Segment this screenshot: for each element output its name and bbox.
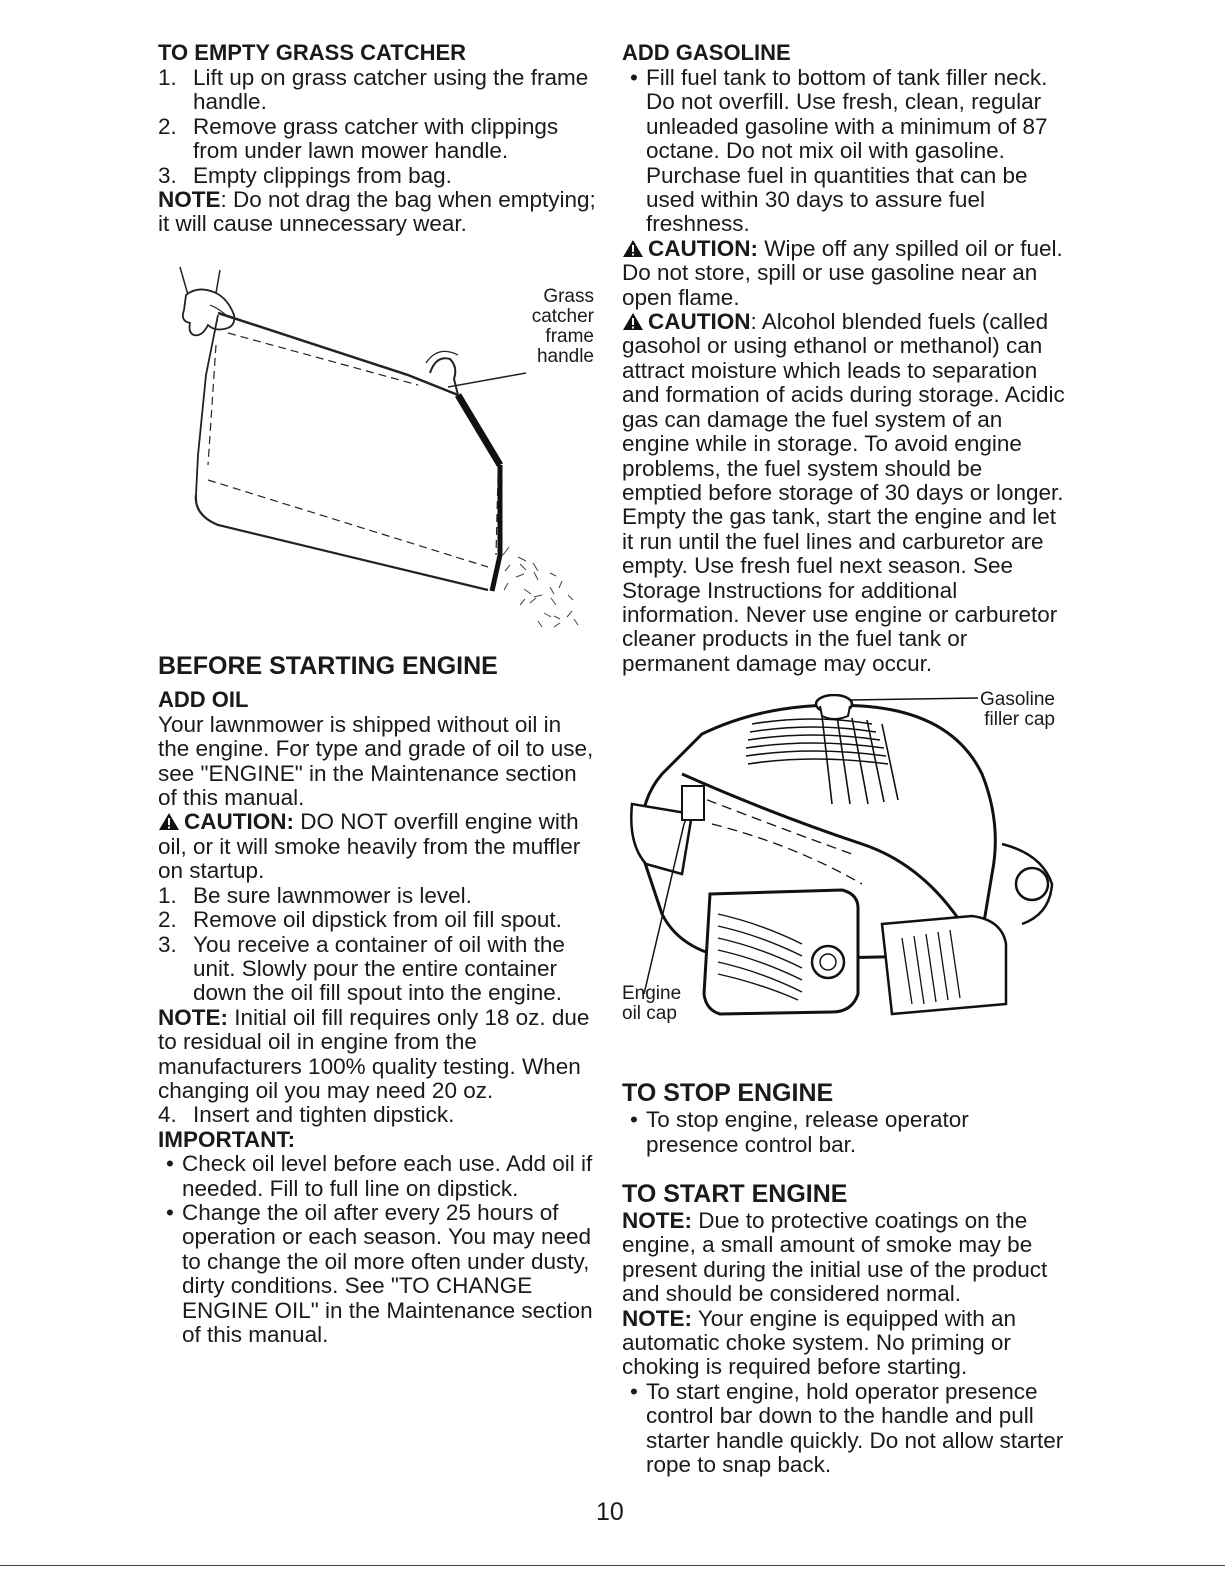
left-column — [158, 40, 598, 1347]
bullet-dot: • — [630, 1107, 638, 1133]
page-number: 10 — [596, 1498, 624, 1526]
callout-line: Grass — [543, 285, 594, 307]
grass-catcher-figure — [158, 255, 598, 645]
list-item — [158, 66, 598, 115]
list-text: Insert and tighten dipstick. — [193, 1102, 455, 1128]
list-item — [158, 933, 598, 1006]
note-paragraph — [158, 1006, 598, 1104]
bottom-rule — [0, 1565, 1225, 1566]
caution-paragraph — [622, 237, 1067, 310]
caution-label: CAUTION — [648, 309, 751, 335]
list-text: Empty clippings from bag. — [193, 162, 452, 188]
note-text: Due to protective coatings on the engine, a small amount of smoke may be present during the initial use of the product and should be considered normal. — [622, 1207, 1048, 1307]
engine-illustration — [622, 694, 1067, 1064]
bullet-text: To stop engine, release operator presence control bar. — [646, 1107, 969, 1157]
before-starting-engine-heading: BEFORE STARTING ENGINE — [158, 651, 498, 680]
caution-paragraph — [622, 310, 1067, 676]
list-number: 2. — [158, 907, 177, 933]
note-paragraph — [158, 188, 598, 237]
list-text: Remove grass catcher with clippings from under lawn mower handle. — [193, 113, 559, 164]
warning-icon — [158, 812, 180, 831]
list-text: Remove oil dipstick from oil fill spout. — [193, 907, 562, 933]
bullet-text: To start engine, hold operator presence control bar down to the handle and pull starter handle quickly. Do not allow starter rope to snap back. — [646, 1378, 1064, 1478]
callout-line: Engine — [622, 983, 682, 1005]
list-item — [158, 908, 598, 932]
list-text: Be sure lawnmower is level. — [193, 882, 472, 908]
warning-icon — [622, 239, 644, 258]
list-text: Lift up on grass catcher using the frame handle. — [193, 65, 589, 115]
list-item — [158, 1103, 598, 1127]
bullet-text: Fill fuel tank to bottom of tank filler neck. Do not overfill. Use fresh, clean, regular unleaded gasoline with a minimum of 87 octane. Do not mix oil with gasoline. Purchase fuel in quantities that can be used within 30 days to assure fuel freshness. — [646, 65, 1048, 237]
bullet-item — [622, 66, 1067, 237]
caution-label: CAUTION: — [648, 235, 758, 261]
bullet-dot: • — [630, 65, 638, 90]
note-text: : Do not drag the bag when emptying; it will cause unnecessary wear. — [158, 187, 596, 237]
caution-label: CAUTION: — [184, 809, 294, 835]
list-item — [158, 884, 598, 908]
list-number: 3. — [158, 162, 177, 188]
callout-line: handle — [536, 345, 594, 367]
callout-line: oil cap — [622, 1003, 677, 1025]
start-engine-heading: TO START ENGINE — [622, 1179, 848, 1208]
callout-line: frame — [545, 325, 594, 347]
stop-engine-heading: TO STOP ENGINE — [622, 1079, 834, 1108]
list-text: You receive a container of oil with the unit. Slowly pour the entire container down the oil fill spout into the engine. — [193, 931, 565, 1006]
add-gasoline-heading: ADD GASOLINE — [622, 40, 791, 65]
important-label-text: IMPORTANT: — [158, 1126, 296, 1152]
note-label: NOTE — [158, 187, 221, 213]
bullet-dot: • — [166, 1199, 174, 1225]
empty-grass-catcher-heading: TO EMPTY GRASS CATCHER — [158, 40, 467, 65]
bullet-text: Check oil level before each use. Add oil if needed. Fill to full line on dipstick. — [182, 1151, 593, 1201]
bullet-dot: • — [630, 1378, 638, 1404]
note-label: NOTE: — [622, 1305, 692, 1331]
bullet-text: Change the oil after every 25 hours of operation or each season. You may need to change the oil more often under dusty, dirty conditions. See "TO CHANGE ENGINE OIL" in the Maintenance section of this manual. — [182, 1199, 593, 1347]
list-number: 3. — [158, 931, 177, 957]
callout-line: catcher — [531, 305, 594, 327]
bullet-dot: • — [166, 1151, 174, 1177]
list-number: 1. — [158, 65, 177, 90]
add-oil-heading: ADD OIL — [158, 686, 249, 712]
note-text: Initial oil fill requires only 18 oz. due to residual oil in engine from the manufacturers 100% quality testing. When changing oil you may need 20 oz. — [158, 1004, 590, 1103]
callout-line: Gasoline — [980, 689, 1055, 711]
callout-line: filler cap — [984, 709, 1055, 731]
note-paragraph — [622, 1209, 1067, 1307]
note-paragraph — [622, 1307, 1067, 1380]
grass-catcher-callout — [530, 287, 594, 367]
list-item — [158, 115, 598, 164]
bullet-item — [622, 1380, 1067, 1478]
bullet-item — [158, 1152, 598, 1201]
bullet-item — [158, 1201, 598, 1347]
caution-text: : Alcohol blended fuels (called gasohol or using ethanol or methanol) can attract moisture which leads to separation and formation of acids during storage. Acidic gas can damage the fuel system of an engine while in storage. To avoid engine problems, the fuel system should be emptied before storage of 30 days or longer. Empty the gas tank, start the engine and let it run until the fuel lines and carburetor are empty. Use fresh fuel next season. See Storage Instructions for additional information. Never use engine or carburetor cleaner products in the fuel tank or permanent damage may occur. — [622, 309, 1065, 676]
note-label: NOTE: — [622, 1207, 692, 1233]
engine-oil-cap-callout — [622, 984, 681, 1024]
bullet-item — [622, 1108, 1067, 1157]
gasoline-cap-callout — [980, 690, 1055, 730]
list-number: 4. — [158, 1102, 177, 1128]
caution-text: DO NOT overfill engine with oil, or it will smoke heavily from the muffler on startup. — [158, 809, 581, 884]
list-number: 2. — [158, 113, 177, 139]
list-item — [158, 164, 598, 188]
caution-paragraph — [158, 810, 598, 883]
add-oil-intro: Your lawnmower is shipped without oil in the engine. For type and grade of oil to use, see "ENGINE" in the Maintenance section of this manual. — [158, 711, 594, 811]
list-number: 1. — [158, 882, 177, 908]
warning-icon — [622, 312, 644, 331]
engine-figure — [622, 689, 1067, 1064]
note-text: Your engine is equipped with an automatic choke system. No priming or choking is required before starting. — [622, 1305, 1017, 1380]
caution-text: Wipe off any spilled oil or fuel. Do not store, spill or use gasoline near an open flame. — [622, 235, 1063, 310]
right-column — [622, 40, 1067, 1477]
important-label — [158, 1128, 598, 1152]
note-label: NOTE: — [158, 1004, 228, 1030]
